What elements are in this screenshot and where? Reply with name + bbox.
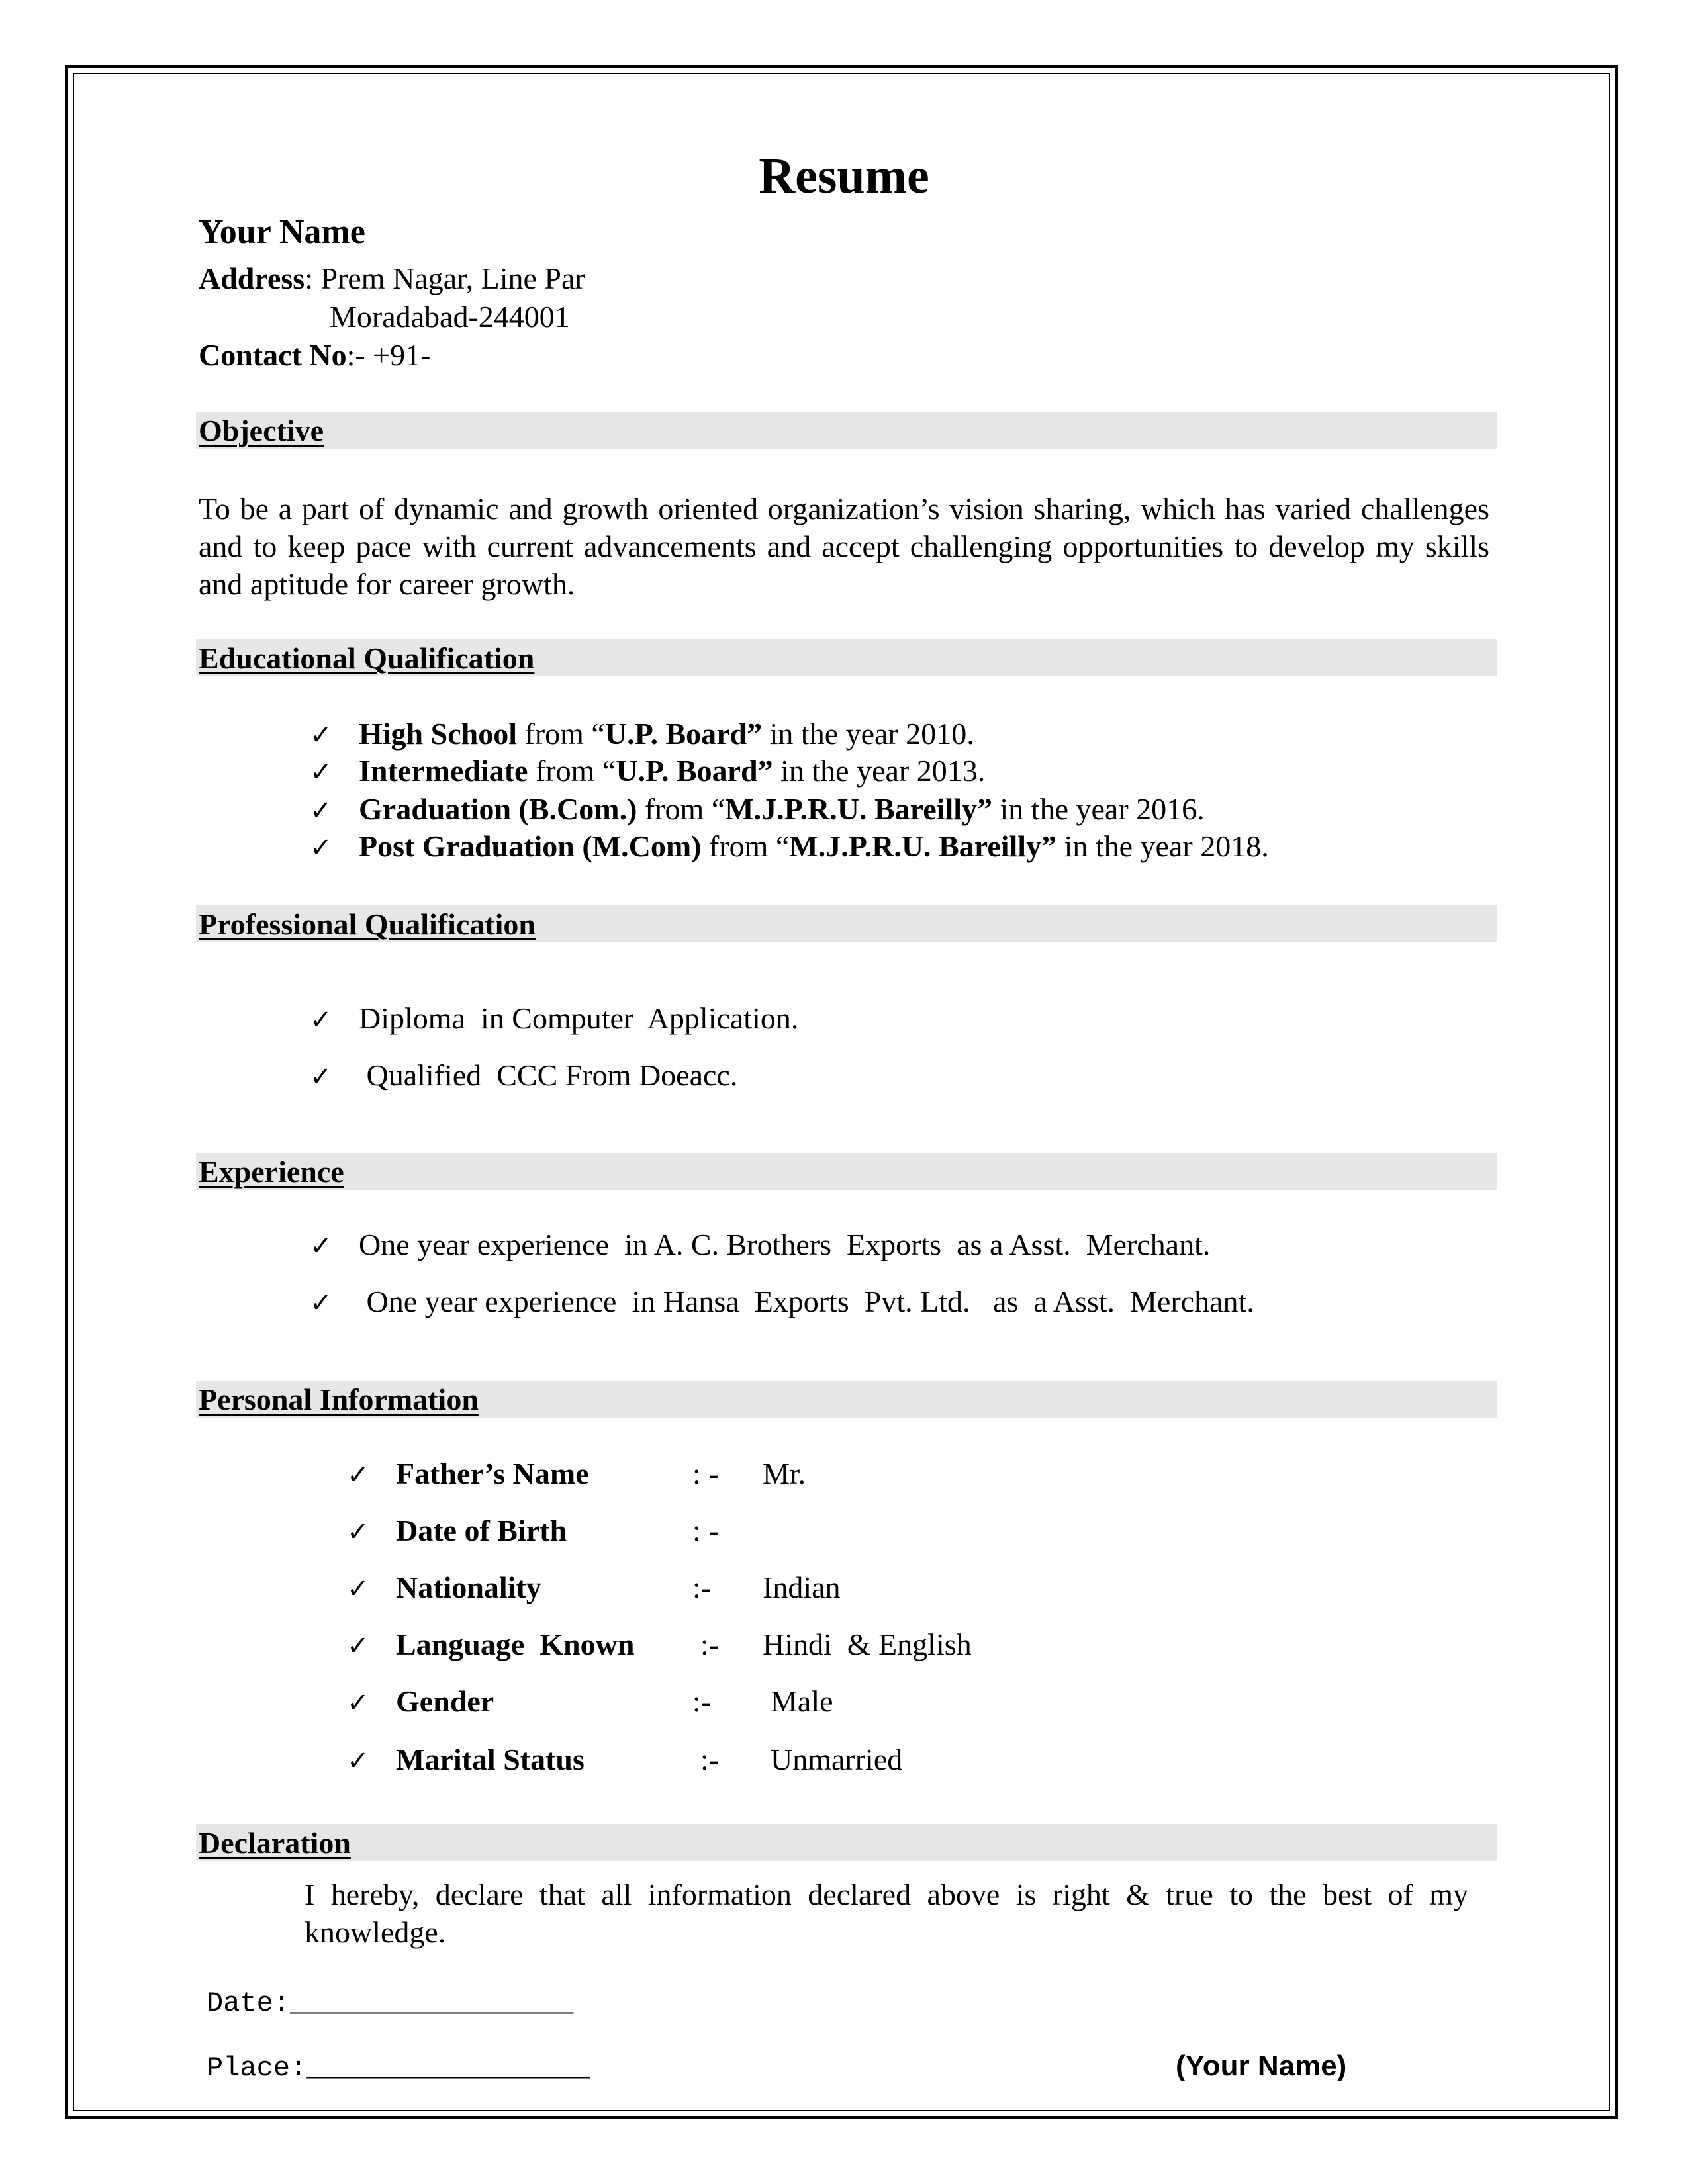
objective-text: To be a part of dynamic and growth oriented organization’s vision sharing, which has varied challenges and to keep pace with current advancements and accept challenging opportunities to develop my skills and aptitude for career growth. bbox=[199, 492, 1489, 601]
place-field: Place:_________________ bbox=[207, 2052, 590, 2084]
check-icon: ✓ bbox=[347, 1574, 369, 1604]
list-item bbox=[310, 831, 332, 862]
personal-label: Language Known bbox=[396, 1627, 635, 1661]
list-item bbox=[310, 1060, 332, 1091]
check-icon: ✓ bbox=[310, 796, 332, 826]
personal-label: Nationality bbox=[396, 1570, 541, 1604]
list-item bbox=[310, 719, 332, 749]
education-item: Post Graduation (M.Com) from “M.J.P.R.U. Bareilly” in the year 2018. bbox=[359, 829, 1269, 863]
date-field: Date:_________________ bbox=[207, 1987, 574, 2019]
check-icon: ✓ bbox=[347, 1460, 369, 1490]
personal-value: Unmarried bbox=[771, 1743, 903, 1776]
professional-item: Qualified CCC From Doeacc. bbox=[359, 1058, 738, 1092]
check-icon: ✓ bbox=[347, 1631, 369, 1661]
personal-label: Gender bbox=[396, 1684, 494, 1718]
contact-label: Contact No bbox=[199, 338, 347, 372]
professional-heading: Professional Qualification bbox=[199, 907, 536, 941]
personal-value: Indian bbox=[763, 1570, 841, 1604]
declaration-bar bbox=[196, 1824, 1497, 1861]
address-line2: Moradabad-244001 bbox=[330, 300, 570, 334]
experience-item: One year experience in Hansa Exports Pvt. Ltd. as a Asst. Merchant. bbox=[359, 1285, 1254, 1318]
check-icon: ✓ bbox=[310, 757, 332, 788]
personal-sep: :- bbox=[692, 1684, 712, 1718]
personal-label: Marital Status bbox=[396, 1743, 585, 1776]
applicant-name: Your Name bbox=[199, 213, 365, 251]
check-icon: ✓ bbox=[347, 1746, 369, 1776]
personal-label: Date of Birth bbox=[396, 1514, 567, 1547]
experience-item: One year experience in A. C. Brothers Exports as a Asst. Merchant. bbox=[359, 1228, 1211, 1261]
experience-bar bbox=[196, 1153, 1497, 1190]
check-icon: ✓ bbox=[310, 1231, 332, 1261]
personal-sep: :- bbox=[700, 1627, 720, 1661]
check-icon: ✓ bbox=[347, 1688, 369, 1718]
contact-value: :- +91- bbox=[346, 338, 431, 372]
objective-heading: Objective bbox=[199, 414, 324, 447]
check-icon: ✓ bbox=[347, 1517, 369, 1547]
personal-sep: : - bbox=[692, 1457, 719, 1490]
check-icon: ✓ bbox=[310, 720, 332, 751]
check-icon: ✓ bbox=[310, 1062, 332, 1092]
check-icon: ✓ bbox=[310, 1288, 332, 1318]
list-item bbox=[310, 1230, 332, 1260]
check-icon: ✓ bbox=[310, 833, 332, 863]
objective-bar bbox=[196, 412, 1497, 449]
personal-sep: : - bbox=[692, 1514, 719, 1547]
education-heading: Educational Qualification bbox=[199, 641, 535, 675]
check-icon: ✓ bbox=[310, 1005, 332, 1035]
address-line1: Prem Nagar, Line Par bbox=[320, 261, 585, 295]
personal-value: Mr. bbox=[763, 1457, 806, 1490]
education-item: Graduation (B.Com.) from “M.J.P.R.U. Bareilly” in the year 2016. bbox=[359, 792, 1205, 826]
education-item: Intermediate from “U.P. Board” in the year 2013. bbox=[359, 754, 986, 788]
address-label: Address bbox=[199, 261, 305, 295]
personal-value: Male bbox=[771, 1684, 833, 1718]
contact-line bbox=[199, 340, 430, 371]
personal-heading: Personal Information bbox=[199, 1383, 479, 1416]
personal-value: Hindi & English bbox=[763, 1627, 972, 1661]
list-item bbox=[310, 756, 332, 786]
declaration-heading: Declaration bbox=[199, 1826, 351, 1860]
personal-sep: :- bbox=[700, 1743, 720, 1776]
declaration-text: I hereby, declare that all information declared above is right & true to the best of my knowledge. bbox=[305, 1878, 1468, 1949]
address-line: Address: Prem Nagar, Line Par bbox=[199, 261, 585, 295]
page-title: Resume bbox=[759, 148, 929, 204]
education-item: High School from “U.P. Board” in the year 2010. bbox=[359, 717, 974, 751]
list-item bbox=[310, 1003, 332, 1034]
page-border-inner bbox=[73, 73, 1610, 2111]
list-item bbox=[310, 1287, 332, 1317]
experience-heading: Experience bbox=[199, 1155, 344, 1189]
list-item bbox=[310, 794, 332, 825]
personal-sep: :- bbox=[692, 1570, 712, 1604]
professional-item: Diploma in Computer Application. bbox=[359, 1001, 799, 1035]
personal-label: Father’s Name bbox=[396, 1457, 589, 1490]
signature-name: (Your Name) bbox=[1176, 2050, 1347, 2082]
